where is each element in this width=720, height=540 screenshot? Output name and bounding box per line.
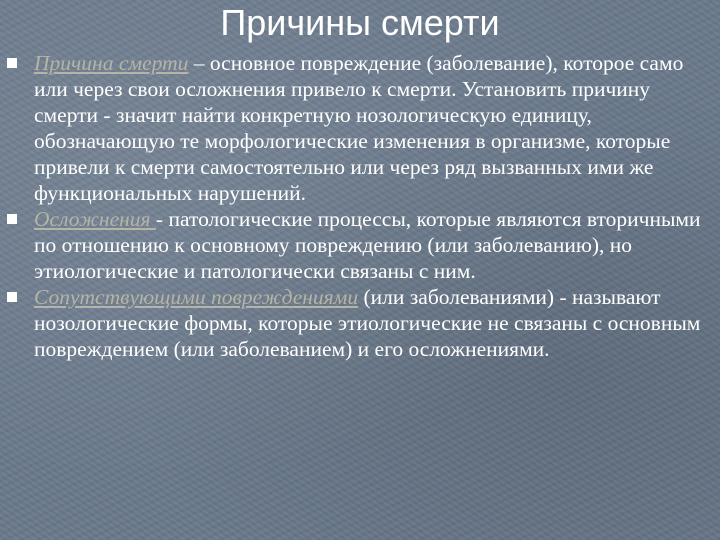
term-concomitant-injuries: Сопутствующими повреждениями: [34, 285, 359, 309]
definition-text: патологические процессы, которые являются вторичными по отношению к основному повреждению (или заболеванию), но этиологические и патологически связаны с ним.: [34, 207, 701, 283]
definition-text: (или заболеваниями) - называют нозологические формы, которые этиологические не связаны с основным повреждением (или заболеванием) и его осложнениями.: [34, 285, 701, 361]
list-item-cause-of-death: [0, 50, 720, 206]
list-item-concomitant-injuries: [0, 284, 720, 362]
slide-title: Причины смерти: [220, 2, 500, 43]
term-cause-of-death: Причина смерти: [34, 51, 189, 75]
term-separator: -: [155, 207, 169, 231]
square-bullet-icon: [7, 292, 17, 302]
term-separator: –: [188, 51, 210, 75]
square-bullet-icon: [7, 58, 17, 68]
bullet-list: [0, 50, 720, 362]
square-bullet-icon: [7, 214, 17, 224]
list-item-complications: [0, 206, 720, 284]
definition-text: основное повреждение (заболевание), которое само или через свои осложнения привело к смерти. Установить причину смерти - значит найти конкретную нозологическую единицу, обозначающую те морфологические изменения в организме, которые привели к смерти самостоятельно или через ряд вызванных ими же функциональных нарушений.: [34, 51, 684, 205]
term-complications: Осложнения: [34, 207, 156, 231]
